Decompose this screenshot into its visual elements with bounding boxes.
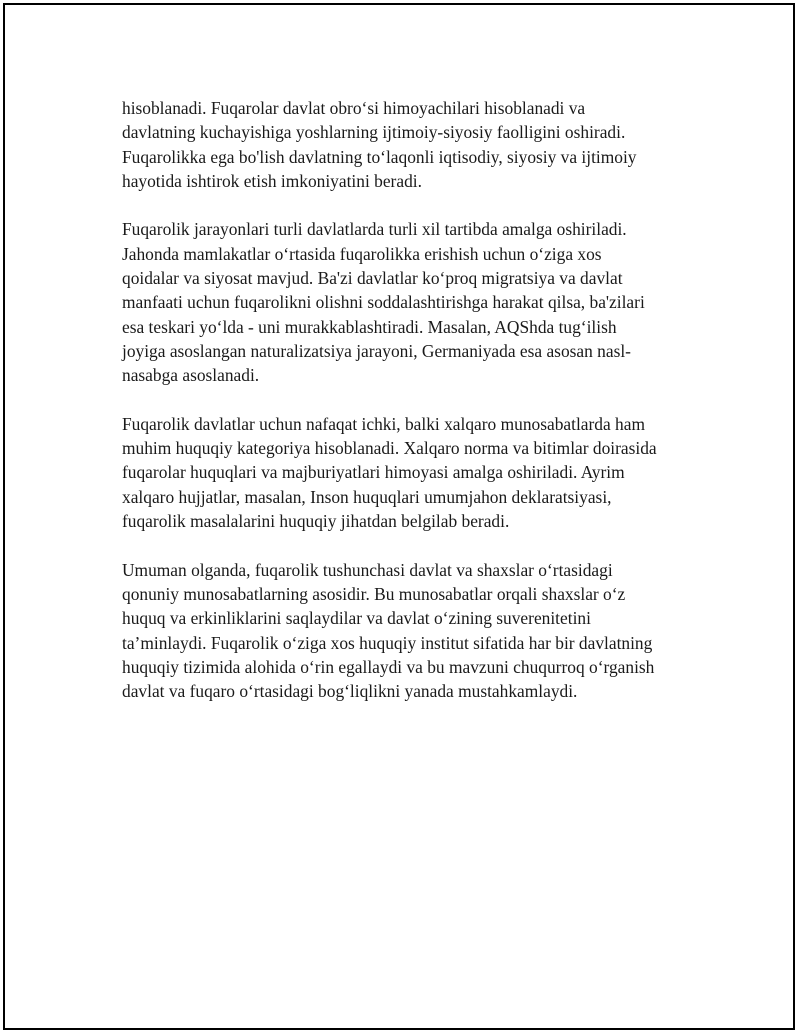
- text-line: esa teskari yo‘lda - uni murakkablashtiradi. Masalan, AQShda tug‘ilish: [122, 316, 617, 337]
- text-line: hisoblanadi. Fuqarolar davlat obro‘si himoyachilari hisoblanadi va: [122, 98, 586, 118]
- text-line: huquq va erkinliklarini saqlaydilar va davlat o‘zining suverenitetini: [122, 608, 591, 629]
- text-line: muhim huquqiy kategoriya hisoblanadi. Xalqaro norma va bitimlar doirasida: [122, 438, 657, 459]
- text-line: davlat va fuqaro o‘rtasidagi bog‘liqlikni yanada mustahkamlaydi.: [122, 681, 578, 702]
- page-frame: [3, 3, 795, 1030]
- text-line: Umuman olganda, fuqarolik tushunchasi davlat va shaxslar o‘rtasidagi: [122, 559, 613, 580]
- text-line: Jahonda mamlakatlar o‘rtasida fuqarolikka erishish uchun o‘ziga xos: [122, 243, 602, 264]
- paragraph-4: [122, 558, 702, 704]
- text-line: Fuqarolik davlatlar uchun nafaqat ichki, balki xalqaro munosabatlarda ham: [122, 413, 645, 434]
- text-line: hayotida ishtirok etish imkoniyatini beradi.: [122, 170, 422, 191]
- text-line: Fuqarolik jarayonlari turli davlatlarda turli xil tartibda amalga oshiriladi.: [122, 219, 627, 240]
- text-line: nasabga asoslanadi.: [122, 365, 260, 386]
- text-line: fuqarolik masalalarini huquqiy jihatdan belgilab beradi.: [122, 511, 510, 532]
- text-line: manfaati uchun fuqarolikni olishni soddalashtirishga harakat qilsa, ba'zilari: [122, 292, 645, 313]
- paragraph-2: [122, 217, 702, 387]
- text-line: huquqiy tizimida alohida o‘rin egallaydi va bu mavzuni chuqurroq o‘rganish: [122, 656, 655, 677]
- text-line: xalqaro hujjatlar, masalan, Inson huquqlari umumjahon deklaratsiyasi,: [122, 486, 612, 507]
- paragraph-3: [122, 412, 702, 533]
- text-line: davlatning kuchayishiga yoshlarning ijtimoiy-siyosiy faolligini oshiradi.: [122, 122, 626, 143]
- paragraph-1: [122, 96, 702, 193]
- text-line: fuqarolar huquqlari va majburiyatlari himoyasi amalga oshiriladi. Ayrim: [122, 462, 625, 483]
- text-line: ta’minlaydi. Fuqarolik o‘ziga xos huquqiy institut sifatida har bir davlatning: [122, 632, 653, 653]
- text-line: qonuniy munosabatlarning asosidir. Bu munosabatlar orqali shaxslar o‘z: [122, 583, 626, 604]
- text-line: qoidalar va siyosat mavjud. Ba'zi davlatlar ko‘proq migratsiya va davlat: [122, 268, 623, 289]
- text-line: Fuqarolikka ega bo'lish davlatning to‘laqonli iqtisodiy, siyosiy va ijtimoiy: [122, 146, 637, 167]
- document-body: [122, 96, 702, 728]
- text-line: joyiga asoslangan naturalizatsiya jarayoni, Germaniyada esa asosan nasl-: [122, 340, 631, 361]
